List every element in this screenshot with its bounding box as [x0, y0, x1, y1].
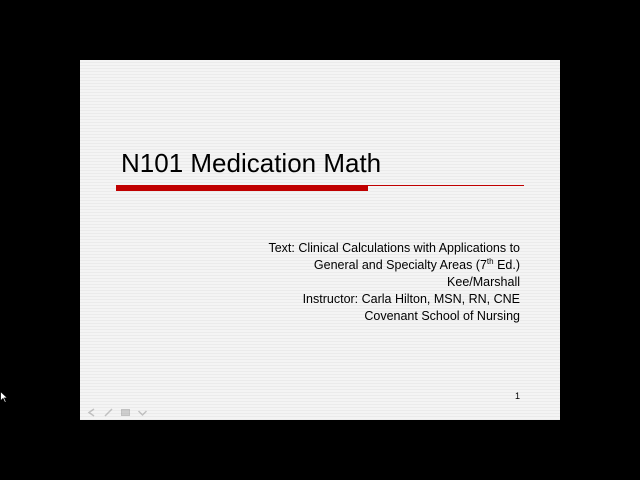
subtitle-line-edition [268, 257, 520, 274]
next-arrow-icon[interactable] [137, 404, 148, 413]
subtitle-line-school: Covenant School of Nursing [364, 309, 520, 323]
slide-subtitle [268, 240, 520, 325]
subtitle-line-authors: Kee/Marshall [447, 275, 520, 289]
slide-number: 1 [514, 391, 520, 401]
subtitle-line-instructor: Instructor: Carla Hilton, MSN, RN, CNE [302, 292, 520, 306]
subtitle-edition-suffix: Ed.) [493, 258, 520, 272]
previous-arrow-icon[interactable] [86, 404, 97, 413]
subtitle-line-text: Text: Clinical Calculations with Applications to [268, 241, 520, 255]
slide-title: N101 Medication Math [121, 148, 382, 178]
slide-menu-icon[interactable] [120, 404, 131, 413]
slideshow-toolbar [86, 404, 148, 413]
pen-icon[interactable] [103, 404, 114, 413]
presentation-slide[interactable] [80, 60, 560, 420]
subtitle-edition-superscript: th [486, 256, 494, 266]
subtitle-edition-text: General and Specialty Areas (7 [313, 258, 487, 272]
title-underline-thick [116, 185, 368, 191]
mouse-pointer-icon [0, 390, 8, 402]
